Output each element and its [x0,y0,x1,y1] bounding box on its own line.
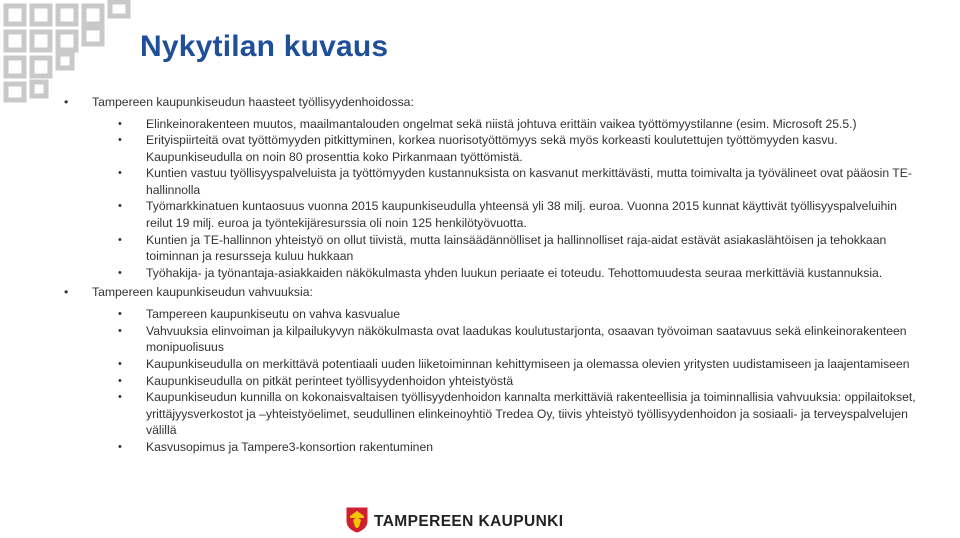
list-item [0,356,960,372]
bullet-icon: • [64,285,69,300]
list-item-text: Työmarkkinatuen kuntaosuus vuonna 2015 kaupunkiseudulla yhteensä yli 38 milj. euroa. Vuonna 2015 kunnat käyttivät työllisyyspalveluihin reilut 19 milj. euroa ja työntekijäresurssia oli noin 125 henkilötyövuotta. [146,199,897,230]
slide-content [0,94,960,456]
logo-wordmark: TAMPEREEN KAUPUNKI [374,513,564,530]
list-item [0,323,960,356]
list-item [0,232,960,265]
list-item [0,165,960,198]
tampere-logo [346,508,563,536]
list-item-text: Kaupunkiseudun kunnilla on kokonaisvaltaisen työllisyydenhoidon kannalta merkittäviä rakenteellisia ja toiminnallisia vahvuuksia: oppilaitokset, yrittäjyysverkostot ja –yhteistyöelimet, seudullinen elinkeinoyhtiö Tredea Oy, tiivis yhteistyö työllisyydenhoidon ja sosiaali- ja terveyspalvelujen välillä [146,390,916,438]
challenges-list [0,116,960,281]
bullet-icon: • [118,324,122,337]
list-item-text: Tampereen kaupunkiseutu on vahva kasvualue [146,306,401,321]
list-item [0,265,960,281]
list-item [0,439,960,455]
list-item-text: Kaupunkiseudulla on pitkät perinteet työllisyydenhoidon yhteistyöstä [146,373,514,388]
list-item-text: Kaupunkiseudulla on merkittävä potentiaali uuden liiketoiminnan kehittymiseen ja olemassa olevien yritysten uudistamiseen ja laajentamiseen [146,356,910,371]
list-item-text: Kuntien vastuu työllisyyspalveluista ja työttömyyden kustannuksista on kasvanut merkittävästi, mutta toimivalta ja työvälineet ovat pääosin TE-hallinnolla [146,166,912,197]
bullet-icon: • [118,134,122,147]
list-item [0,198,960,231]
list-item [0,132,960,165]
list-item-text: Erityispiirteitä ovat työttömyyden pitkittyminen, korkea nuorisotyöttömyys sekä myös korkeasti koulutettujen työttömyyden kasvu. Kaupunkiseudulla on noin 80 prosenttia koko Pirkanmaan työttömistä. [146,133,838,164]
list-item-text: Työhakija- ja työnantaja-asiakkaiden näkökulmasta yhden luukun periaate ei toteudu. Tehottomuudesta seuraa merkittäviä kustannuksia. [146,265,883,280]
bullet-icon: • [118,233,122,246]
list-item [0,373,960,389]
slide-title: Nykytilan kuvaus [140,30,389,63]
bullet-icon: • [118,167,122,180]
bullet-icon: • [118,307,122,320]
section-heading-challenges [0,94,960,111]
bullet-icon: • [118,266,122,279]
bullet-icon: • [118,200,122,213]
tampere-coat-of-arms-icon [346,507,368,538]
list-item [0,389,960,438]
section-heading-text: Tampereen kaupunkiseudun vahvuuksia: [92,285,313,300]
list-item [0,116,960,132]
bullet-icon: • [118,440,122,453]
bullet-icon: • [118,357,122,370]
section-heading-text: Tampereen kaupunkiseudun haasteet työllisyydenhoidossa: [92,95,414,109]
list-item-text: Kasvusopimus ja Tampere3-konsortion rakentuminen [146,439,434,454]
section-heading-strengths [0,284,960,301]
list-item-text: Kuntien ja TE-hallinnon yhteistyö on ollut tiivistä, mutta lainsäädännölliset ja hallinnolliset raja-aidat estävät asiakaslähtöisen ja tehokkaan toiminnan ja resursseja kuluu hukkaan [146,232,887,263]
bullet-icon: • [64,95,69,109]
list-item-text: Elinkeinorakenteen muutos, maailmantalouden ongelmat sekä niistä johtuva erittäin vaikea työttömyystilanne (esim. Microsoft 25.5.) [146,116,857,131]
list-item-text: Vahvuuksia elinvoiman ja kilpailukyvyn näkökulmasta ovat laadukas koulutustarjonta, osaavan työvoiman saatavuus sekä elinkeinorakenteen monipuolisuus [146,323,907,355]
bullet-icon: • [118,374,122,387]
strengths-list [0,306,960,455]
bullet-icon: • [118,117,122,130]
list-item [0,306,960,322]
bullet-icon: • [118,391,122,404]
